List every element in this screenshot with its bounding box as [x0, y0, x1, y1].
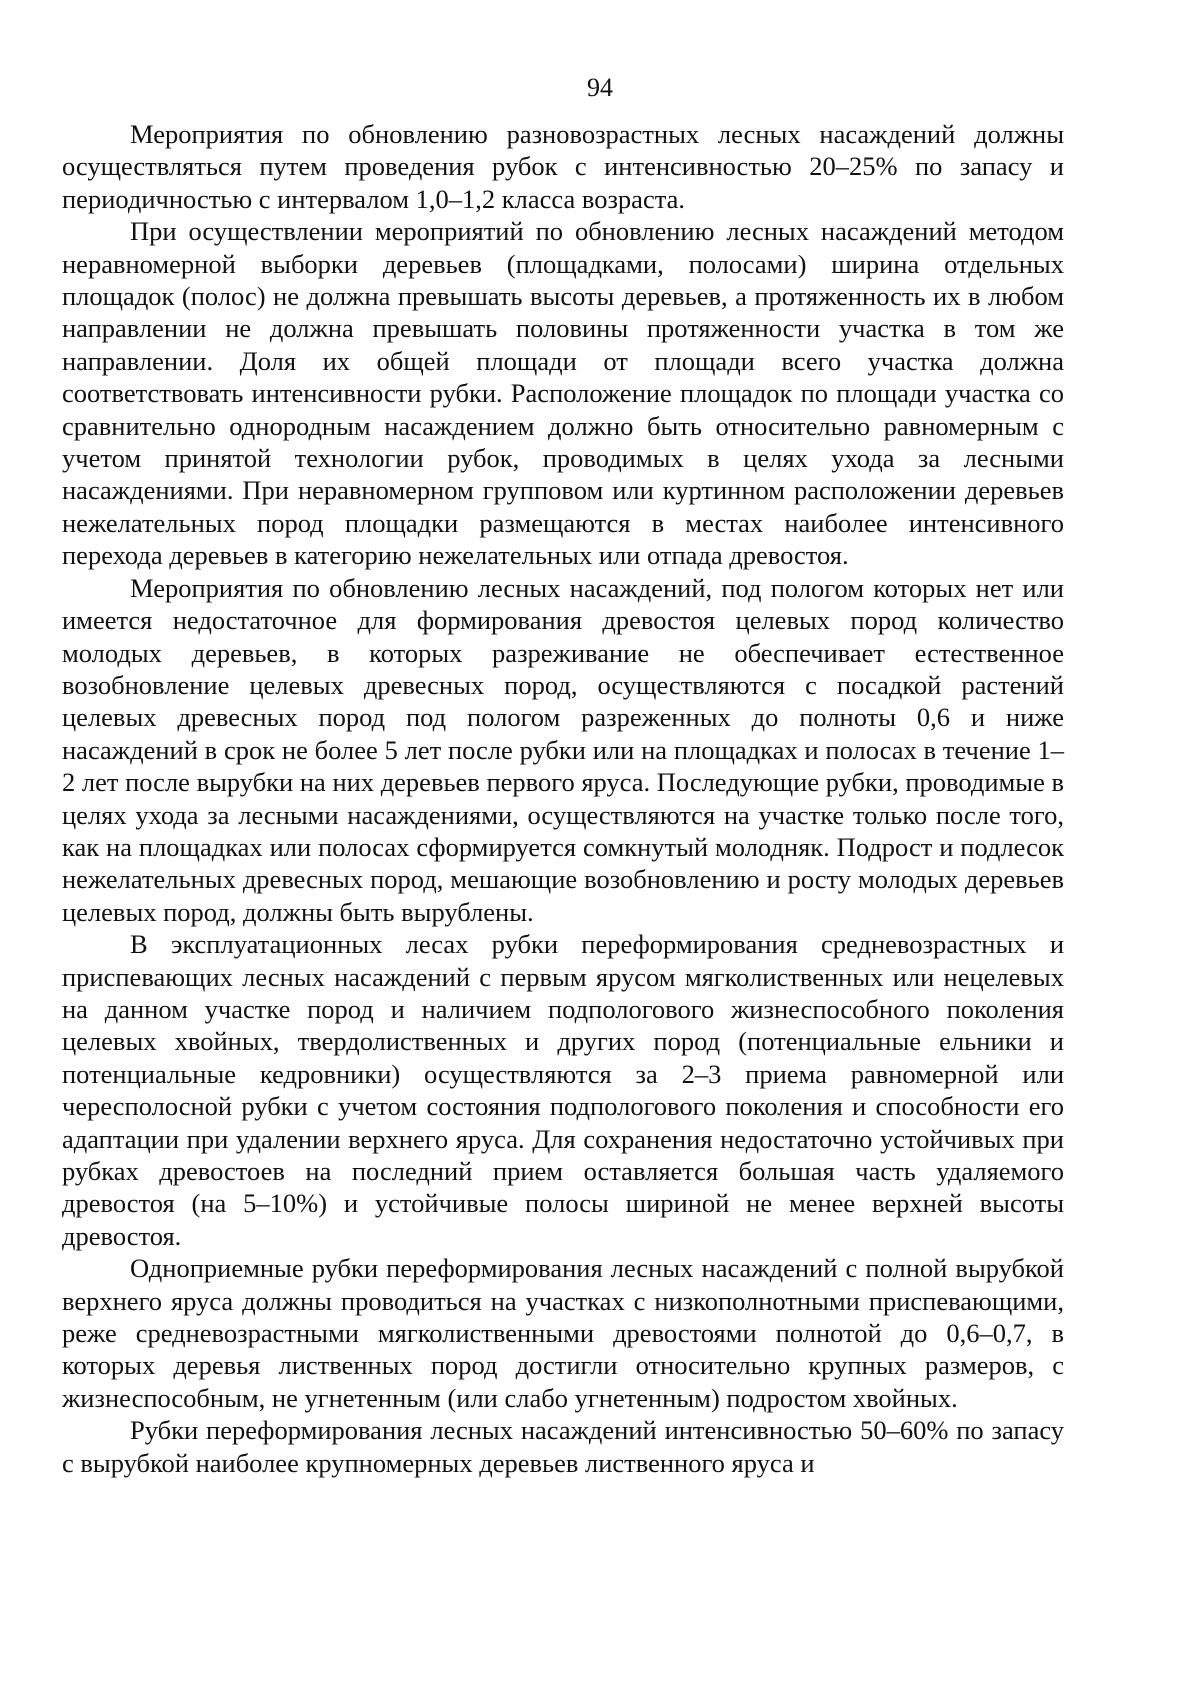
paragraph: При осуществлении мероприятий по обновлению лесных насаждений методом неравномерной выборки деревьев (площадками, полосами) ширина отдельных площадок (полос) не должна превышать высоты деревьев, а протяженность их в любом направлении не должна превышать половины протяженности участка в том же направлении. Доля их общей площади от площади всего участка должна соответствовать интенсивности рубки. Расположение площадок по площади участка со сравнительно однородным насаждением должно быть относительно равномерным с учетом принятой технологии рубок, проводимых в целях ухода за лесными насаждениями. При неравномерном групповом или куртинном расположении деревьев нежелательных пород площадки размещаются в местах наиболее интенсивного перехода деревьев в категорию нежелательных или отпада древостоя. — [62, 216, 1064, 571]
paragraph: Рубки переформирования лесных насаждений интенсивностью 50–60% по запасу с вырубкой наиболее крупномерных деревьев лиственного яруса и — [62, 1415, 1064, 1478]
paragraph: Одноприемные рубки переформирования лесных насаждений с полной вырубкой верхнего яруса должны проводиться на участках с низкополнотными приспевающими, реже средневозрастными мягколиственными древостоями полнотой до 0,6–0,7, в которых деревья лиственных пород достигли относительно крупных размеров, с жизнеспособным, не угнетенным (или слабо угнетенным) подростом хвойных. — [62, 1253, 1064, 1413]
page-number: 94 — [587, 73, 613, 102]
document-body — [62, 118, 1064, 1479]
paragraph: Мероприятия по обновлению разновозрастных лесных насаждений должны осуществляться путем проведения рубок с интенсивностью 20–25% по запасу и периодичностью с интервалом 1,0–1,2 класса возраста. — [62, 119, 1064, 214]
paragraph: Мероприятия по обновлению лесных насаждений, под пологом которых нет или имеется недостаточное для формирования древостоя целевых пород количество молодых деревьев, в которых разреживание не обеспечивает естественное возобновление целевых древесных пород, осуществляются с посадкой растений целевых древесных пород под пологом разреженных до полноты 0,6 и ниже насаждений в срок не более 5 лет после рубки или на площадках и полосах в течение 1–2 лет после вырубки на них деревьев первого яруса. Последующие рубки, проводимые в целях ухода за лесными насаждениями, осуществляются на участке только после того, как на площадках или полосах сформируется сомкнутый молодняк. Подрост и подлесок нежелательных древесных пород, мешающие возобновлению и росту молодых деревьев целевых пород, должны быть вырублены. — [62, 572, 1064, 927]
paragraph: В эксплуатационных лесах рубки переформирования средневозрастных и приспевающих лесных насаждений с первым ярусом мягколиственных или нецелевых на данном участке пород и наличием подпологового жизнеспособного поколения целевых хвойных, твердолиственных и других пород (потенциальные ельники и потенциальные кедровники) осуществляются за 2–3 приема равномерной или чересполосной рубки с учетом состояния подпологового поколения и способности его адаптации при удалении верхнего яруса. Для сохранения недостаточно устойчивых при рубках древостоев на последний прием оставляется большая часть удаляемого древостоя (на 5–10%) и устойчивые полосы шириной не менее верхней высоты древостоя. — [62, 929, 1064, 1251]
